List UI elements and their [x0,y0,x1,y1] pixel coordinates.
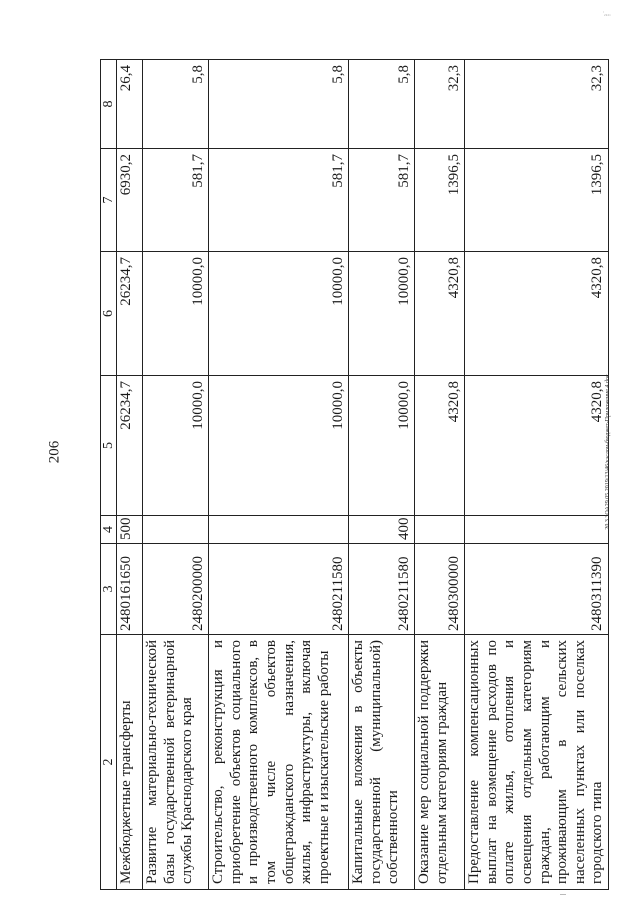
row-col6: 26234,7 [117,252,143,376]
row-code: 2480211580 [209,544,349,635]
row-name: Капитальные вложения в объекты государственной (муниципальной) собственности [349,635,415,890]
row-col5: 10000,0 [143,376,209,516]
table-row [117,60,143,890]
page-edge-mark: --- [560,892,566,898]
header-cell-2: 2 [101,635,117,890]
table-header-row [101,60,117,890]
row-kvr: 500 [117,516,143,544]
row-col8: 5,8 [209,60,349,149]
row-col5: 4320,8 [465,376,608,516]
table-row [209,60,349,890]
row-col6: 10000,0 [349,252,415,376]
row-col7: 1396,5 [415,149,465,252]
row-col7: 581,7 [349,149,415,252]
header-cell-7: 7 [101,149,117,252]
row-name: Предоставление компенсационных выплат на возмещение расходов по оплате жилья, отопления и освещения отдельным категориям граждан, работающим и проживающим в сельских населенных пунктах или поселках городского типа [465,635,608,890]
row-kvr [143,516,209,544]
row-name: Развитие материально-технической базы государственной ветеринарной службы Краснодарского края [143,635,209,890]
row-code: 2480211580 [349,544,415,635]
table-row [143,60,209,890]
row-col8: 5,8 [143,60,209,149]
row-col7: 581,7 [209,149,349,252]
header-cell-3: 3 [101,544,117,635]
row-col7: 1396,5 [465,149,608,252]
row-col7: 581,7 [143,149,209,252]
row-kvr: 400 [349,516,415,544]
row-col8: 32,3 [465,60,608,149]
row-code: 2480200000 [143,544,209,635]
row-name: Межбюджетные трансферты [117,635,143,890]
table-row [415,60,465,890]
row-col5: 10000,0 [209,376,349,516]
header-cell-4: 4 [101,516,117,544]
row-col8: 5,8 [349,60,415,149]
corner-mark: '₂₂₂₁ [603,12,611,17]
document-footer: 20.3.ЗОА29.05.2019/13/46/кэслои-бюджет-Приложение 4.doc [605,374,611,530]
row-col5: 4320,8 [415,376,465,516]
row-code: 2480161650 [117,544,143,635]
row-code: 2480311390 [465,544,608,635]
row-col6: 4320,8 [415,252,465,376]
budget-table-container [100,60,606,890]
header-cell-8: 8 [101,60,117,149]
row-kvr [415,516,465,544]
row-col6: 10000,0 [209,252,349,376]
table-row [465,60,608,890]
row-col8: 32,3 [415,60,465,149]
row-col6: 4320,8 [465,252,608,376]
header-cell-5: 5 [101,376,117,516]
row-col7: 6930,2 [117,149,143,252]
row-code: 2480300000 [415,544,465,635]
row-kvr [465,516,608,544]
row-col8: 26,4 [117,60,143,149]
row-col5: 26234,7 [117,376,143,516]
table-row [349,60,415,890]
header-cell-6: 6 [101,252,117,376]
row-col6: 10000,0 [143,252,209,376]
row-col5: 10000,0 [349,376,415,516]
row-name: Строительство, реконструкция и приобретение объектов социального и производственного комплексов, в том числе объектов общегражданского назначения, жилья, инфраструктуры, включая проектные и изыскательские работы [209,635,349,890]
row-name: Оказание мер социальной поддержки отдельным категориям граждан [415,635,465,890]
budget-table [100,59,609,890]
row-kvr [209,516,349,544]
page-number: 206 [46,440,63,464]
